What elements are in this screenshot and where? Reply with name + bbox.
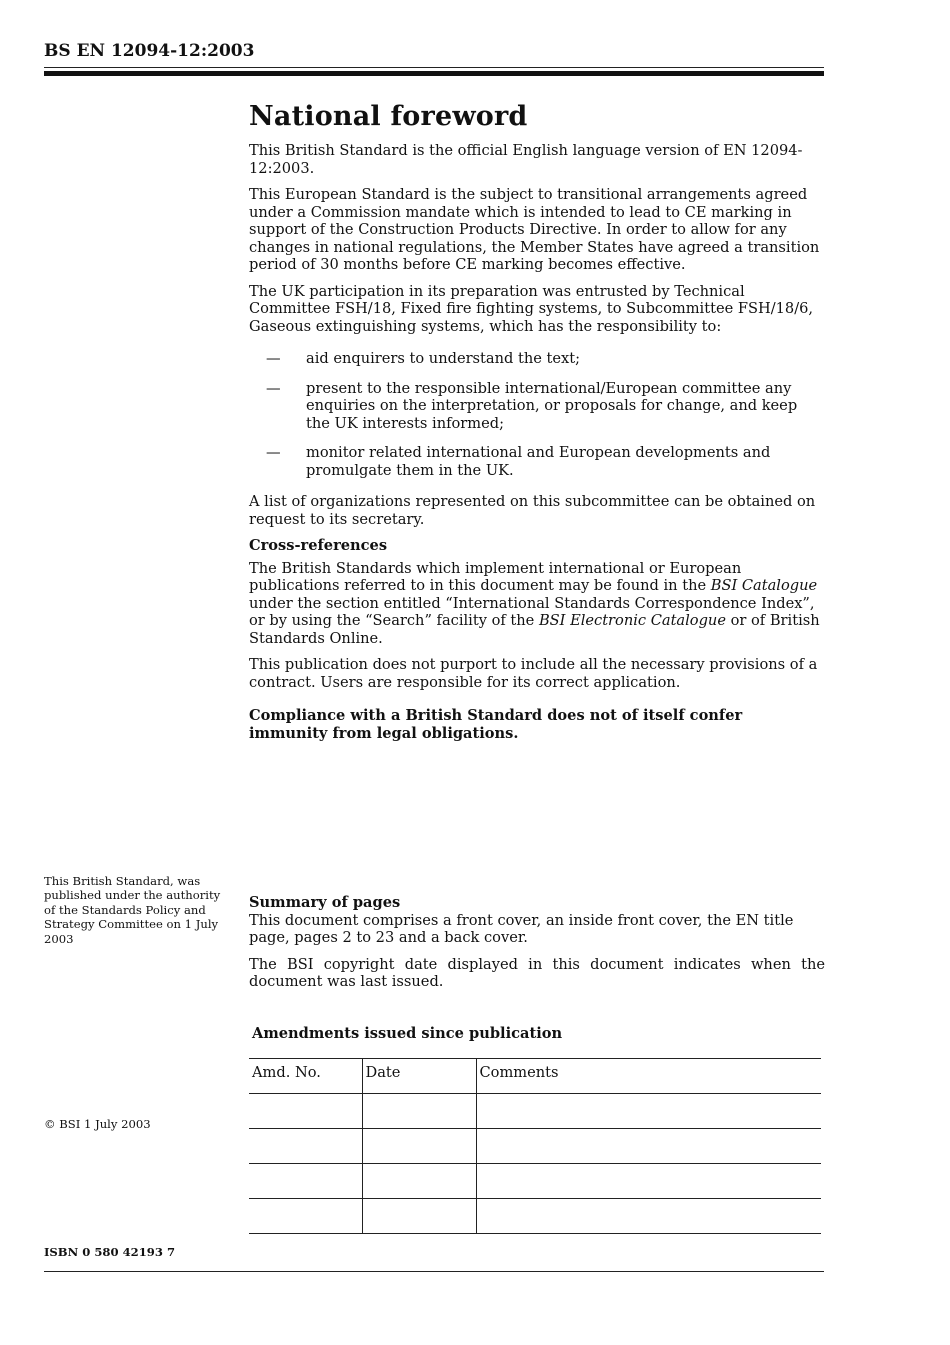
column-header-comments: Comments <box>476 1059 821 1094</box>
responsibility-list <box>249 350 825 479</box>
table-cell <box>362 1164 476 1199</box>
page-title: National foreword <box>249 101 528 132</box>
summary-paragraph: This document comprises a front cover, an inside front cover, the EN title page, pages 2 to 23 and a back cover. <box>249 911 794 946</box>
paragraph-provisions: This publication does not purport to include all the necessary provisions of a contract. Users are responsible for its correct application. <box>249 656 818 691</box>
summary-of-pages <box>249 894 825 1000</box>
table-cell <box>476 1199 821 1234</box>
header-rule-thin <box>44 67 824 68</box>
table-cell <box>362 1094 476 1129</box>
list-item <box>249 380 825 433</box>
table-cell <box>249 1199 362 1234</box>
crossref-text-2: under the section entitled “International Standards Correspondence Index”, or by using the “Search” facility of the <box>249 594 815 629</box>
list-item <box>249 444 825 479</box>
paragraph-organizations: A list of organizations represented on this subcommittee can be obtained on request to its secretary. <box>249 493 816 528</box>
main-content <box>249 100 825 751</box>
table-row <box>249 1129 821 1164</box>
publication-note: This British Standard, was published under the authority of the Standards Policy and Strategy Committee on 1 July 2003 <box>44 874 221 946</box>
list-item <box>249 350 825 368</box>
table-row <box>249 1164 821 1199</box>
footer-rule <box>44 1271 824 1272</box>
crossref-text-3: or of British Standards Online. <box>249 612 820 647</box>
copyright-notice: © BSI 1 July 2003 <box>44 1117 151 1131</box>
table-cell <box>249 1164 362 1199</box>
list-dash: — <box>266 379 281 397</box>
list-item-text: aid enquirers to understand the text; <box>306 350 581 367</box>
table-row <box>249 1199 821 1234</box>
table-cell <box>362 1129 476 1164</box>
table-header-row <box>249 1059 821 1094</box>
summary-heading: Summary of pages <box>249 894 401 911</box>
list-item-text: monitor related international and European developments and promulgate them in the UK. <box>306 444 771 479</box>
list-item-text: present to the responsible international/European committee any enquiries on the interpretation, or proposals for change, and keep the UK interests informed; <box>306 379 798 432</box>
paragraph-transitional: This European Standard is the subject to transitional arrangements agreed under a Commission mandate which is intended to lead to CE marking in support of the Construction Products Directive. In order to allow for any changes in national regulations, the Member States have agreed a transition period of 30 months before CE marking becomes effective. <box>249 186 820 273</box>
bsi-catalogue-ref: BSI Catalogue <box>710 577 818 594</box>
header-rule-thick <box>44 71 824 76</box>
list-dash: — <box>266 444 281 461</box>
crossref-heading: Cross-references <box>249 537 388 554</box>
column-header-amd-no: Amd. No. <box>252 1064 321 1081</box>
paragraph-uk-participation: The UK participation in its preparation was entrusted by Technical Committee FSH/18, Fixed fire fighting systems, to Subcommittee FSH/18/6, Gaseous extinguishing systems, which has the responsibility to: <box>249 282 814 335</box>
paragraph-official-version: This British Standard is the official English language version of EN 12094-12:2003. <box>249 142 803 177</box>
compliance-note: Compliance with a British Standard does not of itself confer immunity from legal obligations. <box>249 707 743 742</box>
bsi-electronic-catalogue-ref: BSI Electronic Catalogue <box>538 612 726 629</box>
table-cell <box>249 1094 362 1129</box>
column-header-date: Date <box>362 1059 476 1094</box>
amendments-title: Amendments issued since publication <box>252 1025 563 1042</box>
table-row <box>249 1094 821 1129</box>
table-cell <box>249 1129 362 1164</box>
list-dash: — <box>266 350 281 367</box>
crossref-text-1: The British Standards which implement international or European publications referred to in this document may be found in the <box>249 559 742 594</box>
amendments-table <box>249 1058 821 1234</box>
table-cell <box>362 1199 476 1234</box>
table-cell <box>476 1164 821 1199</box>
table-cell <box>476 1129 821 1164</box>
document-id: BS EN 12094-12:2003 <box>44 41 255 61</box>
isbn: ISBN 0 580 42193 7 <box>44 1245 176 1259</box>
table-cell <box>476 1094 821 1129</box>
copyright-date-paragraph: The BSI copyright date displayed in this document indicates when the document was last issued. <box>249 955 825 990</box>
paragraph-crossref <box>249 560 825 648</box>
